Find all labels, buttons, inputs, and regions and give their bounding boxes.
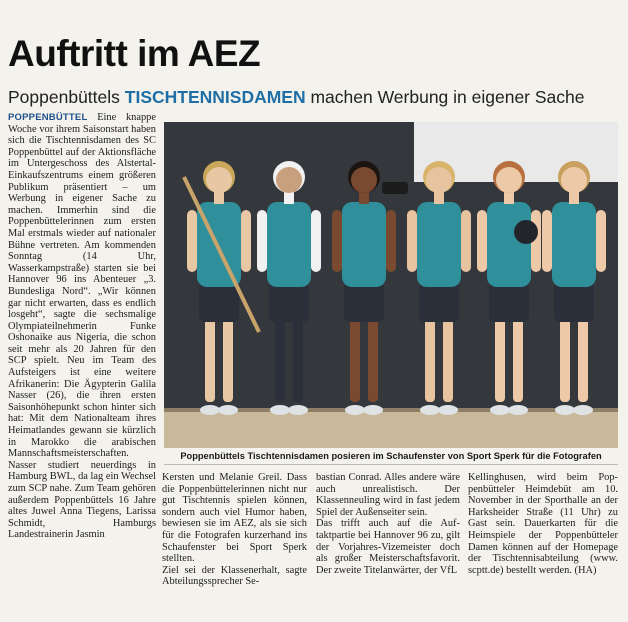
player-shoe <box>555 405 575 415</box>
article-column-2 <box>162 472 307 612</box>
player-jersey <box>267 202 311 287</box>
body-text: Eine knappe Woche vor ihrem Saisonstart haben sich die Tischtennisdamen des SC Poppenbüttel auf der Aktionsfläche im Untergeschoss des Alstertal-Einkaufszentrums einem größeren Publikum präsentiert – um Werbung in eigener Sache zu machen. Immerhin sind die Poppenbüttelerinnen zum ersten Mal erstmals wieder auf nationaler Bühne vertreten. Am kommenden Sonntag (14 Uhr, Wasserkampstraße) starten sie bei Hannover 96 ins Abenteuer „3. Bundesliga Nord“. „Wir können gar nicht erwarten, dass es endlich losgeht“, sagte die sechsmalige Olympiateilnehmerin Funke Oshonaike aus Nigeria, die schon seit mehr als 20 Jahren für den SCP spielt. Neu im Team des Aufsteigers ist eine weitere Afrikanerin: Die Ägypterin Galila Nasser (26), die ihren ersten Saisonhöhepunkt schon hinter sich hat: Mit dem Nationalteam ihres Heimatlandes gewann sie kürzlich in Marokko die arabischen Mannschaftsmeisterschaften. Nasser studiert neuerdings in Hamburg BWL, da lag ein Wechsel zum SCP nahe. Zum Team gehören außerdem Poppenbüttels 16 Jahre altes Juwel Anna Tiegens, Larissa Schmidt, Hamburgs Landestrainerin Jasmin <box>8 112 156 541</box>
dateline-kicker: POPPENBÜTTEL <box>8 112 88 123</box>
paragraph: Kersten und Melanie Greil. Dass die Poppenbüttelerinnen nicht nur gut Tischtennis spielen können, sondern auch viel Humor haben, bewiesen sie im AEZ, als sie sich für die Fotografen kurzerhand ins Schaufenster bei Sport Sperk stellten. <box>162 472 307 565</box>
player-jersey <box>342 202 386 287</box>
prop-ball <box>514 220 538 244</box>
player-leg <box>275 312 285 402</box>
player-face <box>206 167 232 193</box>
player-shoe <box>363 405 383 415</box>
player-arm <box>311 210 321 272</box>
paragraph: bastian Conrad. Alles andere wäre auch unrealistisch. Der Klassenneuling wird in fast jedem Spiel der Außenseiter sein. <box>316 472 460 518</box>
team-photo <box>164 122 618 448</box>
player-shoe <box>438 405 458 415</box>
article-column-1 <box>8 112 156 608</box>
player-shorts <box>199 282 239 322</box>
player-jersey <box>487 202 531 287</box>
player-leg <box>223 312 233 402</box>
subheadline-start: Poppenbüttels <box>8 87 125 107</box>
player-shoe <box>270 405 290 415</box>
player-arm <box>461 210 471 272</box>
player-arm <box>596 210 606 272</box>
player-leg <box>578 312 588 402</box>
player-leg <box>205 312 215 402</box>
player-arm <box>542 210 552 272</box>
player-arm <box>241 210 251 272</box>
player-shoe <box>345 405 365 415</box>
player-shorts <box>489 282 529 322</box>
player-jersey <box>552 202 596 287</box>
player-shoe <box>288 405 308 415</box>
player-leg <box>495 312 505 402</box>
player-shoe <box>200 405 220 415</box>
player-leg <box>425 312 435 402</box>
player-leg <box>513 312 523 402</box>
player-shoe <box>508 405 528 415</box>
player-shorts <box>344 282 384 322</box>
player-leg <box>443 312 453 402</box>
player-arm <box>407 210 417 272</box>
subheadline-end: machen Werbung in eigener Sache <box>305 87 585 107</box>
player-shoe <box>573 405 593 415</box>
player-shorts <box>419 282 459 322</box>
display-floor <box>164 412 618 448</box>
player-leg <box>560 312 570 402</box>
prop-dumbbell <box>382 182 408 194</box>
paragraph <box>468 472 618 576</box>
body-text: Kellinghusen, wird beim Poppenbütteler Heimdebüt am 10. November in der Sporthalle an der Harksheider Straße (11 Uhr) zu Gast sein. Dauerkarten für die Heimspiele der Poppenbütteler Damen können auf der Homepage der Tischtennisabteilung (www. scptt.de) bestellt werden. <box>468 472 618 576</box>
paragraph <box>8 112 156 541</box>
player-arm <box>386 210 396 272</box>
headline: Auftritt im AEZ <box>8 33 261 74</box>
player-shoe <box>420 405 440 415</box>
player-face <box>276 167 302 193</box>
player-jersey <box>417 202 461 287</box>
subheadline <box>8 86 585 108</box>
subheadline-highlight: TISCHTENNISDAMEN <box>124 87 306 107</box>
article-column-3 <box>316 472 460 612</box>
player-leg <box>368 312 378 402</box>
player-face <box>561 167 587 193</box>
player-shorts <box>269 282 309 322</box>
author-signature: (HA) <box>574 564 597 576</box>
player-shorts <box>554 282 594 322</box>
player-arm <box>332 210 342 272</box>
player-arm <box>257 210 267 272</box>
team-photo-illustration <box>164 122 618 448</box>
paragraph: Das trifft auch auf die Auftaktpartie bei Hannover 96 zu, gilt der Vorjahres-Vizemeister doch als großer Meisterschaftsfavorit. Der zweite Titelanwärter, der VfL <box>316 518 460 576</box>
player-leg <box>293 312 303 402</box>
paragraph: Ziel sei der Klassenerhalt, sagte Abteilungssprecher Se- <box>162 564 307 588</box>
player-arm <box>187 210 197 272</box>
player-shoe <box>218 405 238 415</box>
player-face <box>496 167 522 193</box>
photo-caption: Poppenbüttels Tischtennisdamen posieren im Schaufenster von Sport Sperk für die Fotografen <box>164 448 618 465</box>
player-arm <box>477 210 487 272</box>
player-leg <box>350 312 360 402</box>
player-shoe <box>490 405 510 415</box>
article-column-4 <box>468 472 618 612</box>
player-face <box>351 167 377 193</box>
player-face <box>426 167 452 193</box>
